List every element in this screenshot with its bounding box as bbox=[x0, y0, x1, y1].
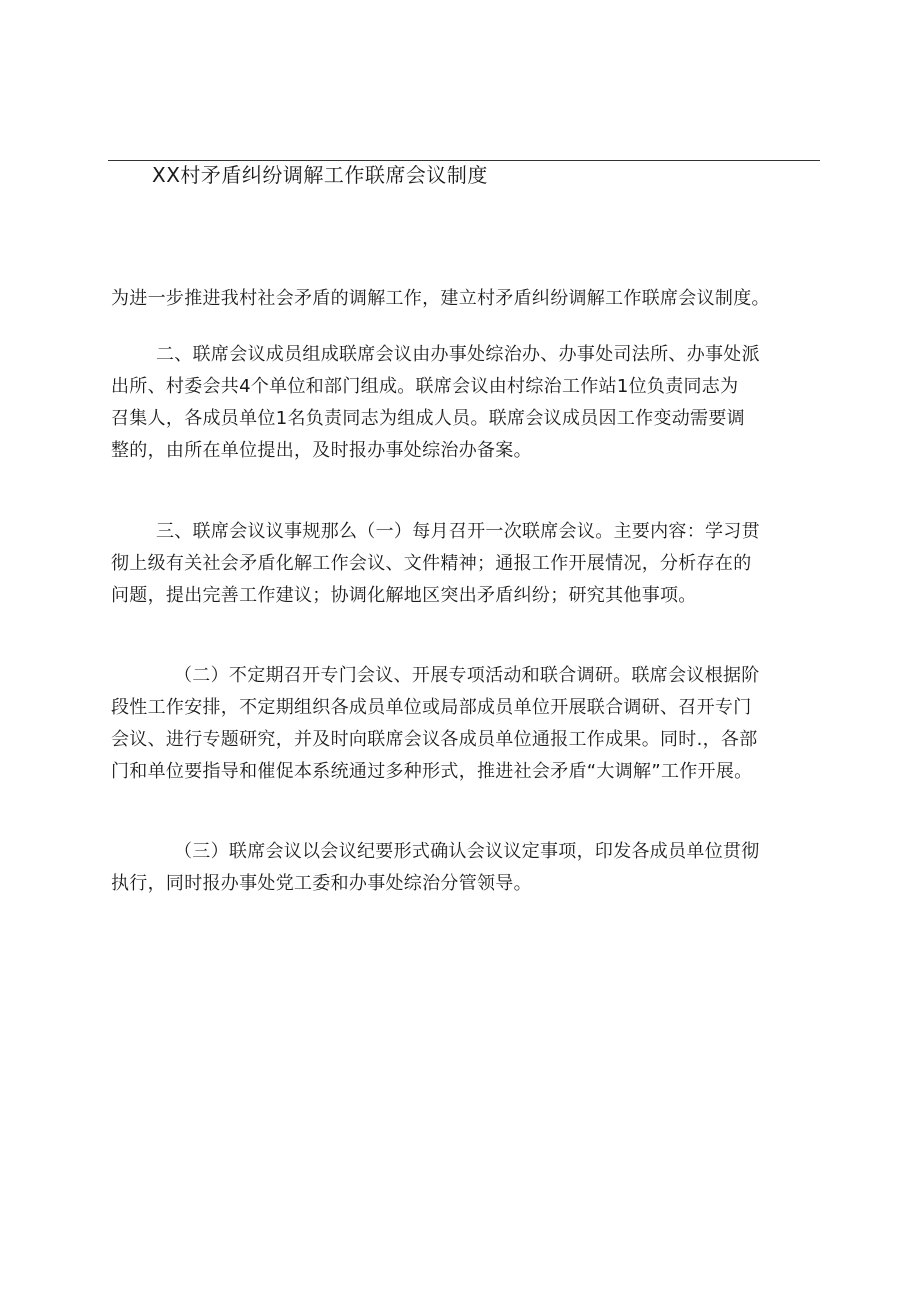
paragraph-line: 召集人，各成员单位1名负责同志为组成人员。联席会议成员因工作变动需要调 bbox=[111, 408, 745, 429]
paragraph-line: 为进一步推进我村社会矛盾的调解工作，建立村矛盾纠纷调解工作联席会议制度。 bbox=[111, 288, 770, 309]
paragraph-line: （二）不定期召开专门会议、开展专项活动和联合调研。联席会议根据阶 bbox=[174, 665, 760, 686]
paragraph-item-two bbox=[111, 660, 823, 788]
paragraph-line: 门和单位要指导和催促本系统通过多种形式，推进社会矛盾“大调解”工作开展。 bbox=[111, 761, 753, 782]
paragraph-line: 整的，由所在单位提出，及时报办事处综治办备案。 bbox=[111, 440, 532, 461]
paragraph-section-three bbox=[111, 516, 823, 612]
paragraph-line: 出所、村委会共4个单位和部门组成。联席会议由村综治工作站1位负责同志为 bbox=[111, 376, 739, 397]
paragraph-item-three bbox=[111, 836, 823, 900]
paragraph-line: 会议、进行专题研究，并及时向联席会议各成员单位通报工作成果。同时.，各部 bbox=[111, 729, 758, 750]
paragraph-intro bbox=[111, 283, 823, 315]
paragraph-line: 执行，同时报办事处党工委和办事处综治分管领导。 bbox=[111, 873, 532, 894]
document-title: XX村矛盾纠纷调解工作联席会议制度 bbox=[152, 163, 488, 187]
paragraph-line: 二、联席会议成员组成联席会议由办事处综治办、办事处司法所、办事处派 bbox=[156, 344, 760, 365]
paragraph-line: 段性工作安排，不定期组织各成员单位或局部成员单位开展联合调研、召开专门 bbox=[111, 697, 752, 718]
paragraph-line: 问题，提出完善工作建议；协调化解地区突出矛盾纠纷；研究其他事项。 bbox=[111, 585, 697, 606]
paragraph-line: （三）联席会议以会议纪要形式确认会议议定事项，印发各成员单位贯彻 bbox=[174, 841, 760, 862]
paragraph-section-two bbox=[111, 339, 823, 467]
paragraph-line: 彻上级有关社会矛盾化解工作会议、文件精神；通报工作开展情况，分析存在的 bbox=[111, 553, 752, 574]
paragraph-line: 三、联席会议议事规那么（一）每月召开一次联席会议。主要内容：学习贯 bbox=[156, 521, 760, 542]
